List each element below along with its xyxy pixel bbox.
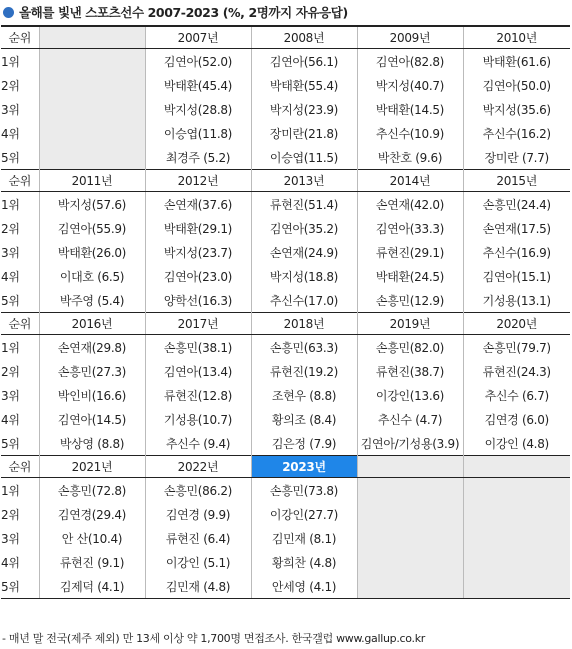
table-row [1,121,570,145]
player-cell: 손연재(29.8) [39,335,145,360]
table-row [1,97,570,121]
player-cell [463,478,570,503]
year-header-row [1,456,570,478]
player-cell: 박태환(24.5) [357,264,463,288]
year-header [463,456,570,478]
table-row [1,335,570,360]
player-cell: 김연경 (9.9) [145,502,251,526]
player-cell: 김민재 (4.8) [145,574,251,599]
player-cell: 이강인 (5.1) [145,550,251,574]
player-cell: 박태환(45.4) [145,73,251,97]
year-header-row [1,170,570,192]
player-cell: 이승엽(11.8) [145,121,251,145]
player-cell: 박지성(40.7) [357,73,463,97]
player-cell: 김연아(23.0) [145,264,251,288]
rank-label: 3위 [1,97,39,121]
player-cell: 류현진(51.4) [251,192,357,217]
player-cell: 박주영 (5.4) [39,288,145,313]
rank-label: 1위 [1,335,39,360]
player-cell: 김연경 (6.0) [484,412,549,427]
player-cell: 손흥민(73.8) [251,478,357,503]
player-cell: 김연아(55.9) [39,216,145,240]
year-header: 2010년 [463,26,570,49]
player-cell: 이승엽(11.5) [251,145,357,170]
player-cell: 박지성(35.6) [482,102,551,117]
player-cell [463,574,570,599]
player-cell [357,526,463,550]
rank-label: 3위 [1,526,39,550]
year-header: 2015년 [463,170,570,192]
player-cell: 손흥민(72.8) [39,478,145,503]
year-header: 2016년 [39,313,145,335]
player-cell: 김연아(15.1) [482,269,551,284]
player-cell: 손흥민(27.3) [39,359,145,383]
table-row [1,145,570,170]
player-cell: 김연아(14.5) [39,407,145,431]
player-cell [357,502,463,526]
player-cell [357,550,463,574]
rank-label: 1위 [1,478,39,503]
player-cell: 김연아/기성용(3.9) [357,431,463,456]
player-cell: 박태환(29.1) [145,216,251,240]
rank-label: 2위 [1,359,39,383]
rank-label: 5위 [1,288,39,313]
player-cell [463,502,570,526]
year-header [357,456,463,478]
rank-header: 순위 [1,170,39,192]
player-cell: 이강인(13.6) [357,383,463,407]
player-cell: 박태환(14.5) [357,97,463,121]
rank-label: 2위 [1,502,39,526]
player-cell: 박지성(23.7) [145,240,251,264]
table-row [1,526,570,550]
rank-header: 순위 [1,456,39,478]
player-cell: 김연아(52.0) [145,49,251,74]
table-row [1,73,570,97]
table-row [1,407,570,431]
player-cell: 류현진 (9.1) [39,550,145,574]
year-header: 2023년 [251,456,357,478]
rank-label: 5위 [1,431,39,456]
rank-label: 1위 [1,49,39,74]
year-header: 2007년 [145,26,251,49]
table-row [1,288,570,313]
player-cell: 추신수 (9.4) [145,431,251,456]
player-cell: 박태환(61.6) [482,54,551,69]
player-cell: 박지성(57.6) [39,192,145,217]
player-cell: 류현진(29.1) [357,240,463,264]
rank-label: 4위 [1,407,39,431]
player-cell: 안세영 (4.1) [251,574,357,599]
player-cell: 김연아(56.1) [251,49,357,74]
player-cell: 김연아(82.8) [357,49,463,74]
rank-label: 3위 [1,383,39,407]
player-cell: 손연재(42.0) [357,192,463,217]
ranking-table [1,25,570,599]
player-cell: 이강인 (4.8) [484,436,549,451]
year-header-row [1,313,570,335]
table-row [1,49,570,74]
rank-label: 4위 [1,550,39,574]
player-cell: 기성용(13.1) [482,293,551,308]
player-cell [357,478,463,503]
player-cell: 김연아(35.2) [251,216,357,240]
rank-header: 순위 [1,313,39,335]
footnote: - 매년 말 전국(제주 제외) 만 13세 이상 약 1,700명 면접조사. 한국갤럽 www.gallup.co.kr [2,632,426,645]
player-cell: 손흥민(12.9) [357,288,463,313]
player-cell: 손흥민(38.1) [145,335,251,360]
player-cell: 손연재(24.9) [251,240,357,264]
rank-label: 5위 [1,574,39,599]
year-header: 2008년 [251,26,357,49]
player-cell [39,49,145,74]
player-cell: 김은정 (7.9) [251,431,357,456]
table-row [1,359,570,383]
player-cell: 류현진(38.7) [357,359,463,383]
player-cell: 추신수(16.2) [482,126,551,141]
player-cell [39,121,145,145]
table-row [1,192,570,217]
year-header: 2022년 [145,456,251,478]
player-cell: 황의조 (8.4) [251,407,357,431]
year-header: 2014년 [357,170,463,192]
table-row [1,383,570,407]
rank-header: 순위 [1,26,39,49]
player-cell: 박지성(28.8) [145,97,251,121]
player-cell: 손흥민(82.0) [357,335,463,360]
player-cell: 손흥민(86.2) [145,478,251,503]
player-cell: 류현진 (6.4) [145,526,251,550]
table-row [1,431,570,456]
player-cell: 조현우 (8.8) [251,383,357,407]
table-row [1,240,570,264]
table-row [1,264,570,288]
bullet-circle-icon [3,7,14,18]
rank-label: 3위 [1,240,39,264]
year-header-row [1,26,570,49]
rank-label: 4위 [1,264,39,288]
player-cell: 박찬호 (9.6) [357,145,463,170]
rank-label: 5위 [1,145,39,170]
year-header: 2009년 [357,26,463,49]
player-cell [39,145,145,170]
player-cell: 기성용(10.7) [145,407,251,431]
player-cell [463,550,570,574]
player-cell [39,73,145,97]
player-cell: 박태환(55.4) [251,73,357,97]
player-cell: 박상영 (8.8) [39,431,145,456]
rank-label: 2위 [1,73,39,97]
player-cell [39,97,145,121]
player-cell: 김연아(13.4) [145,359,251,383]
table-row [1,550,570,574]
year-header: 2013년 [251,170,357,192]
player-cell: 손흥민(24.4) [482,197,551,212]
player-cell: 추신수(10.9) [357,121,463,145]
player-cell: 안 산(10.4) [39,526,145,550]
year-header [39,26,145,49]
player-cell: 손흥민(63.3) [251,335,357,360]
player-cell: 이대호 (6.5) [39,264,145,288]
player-cell: 손연재(17.5) [482,221,551,236]
player-cell: 박지성(18.8) [251,264,357,288]
player-cell: 김연경(29.4) [39,502,145,526]
table-row [1,216,570,240]
table-row [1,502,570,526]
rank-label: 4위 [1,121,39,145]
player-cell: 김연아(50.0) [482,78,551,93]
rank-label: 2위 [1,216,39,240]
player-cell [357,574,463,599]
table-row [1,478,570,503]
player-cell: 류현진(19.2) [251,359,357,383]
year-header: 2012년 [145,170,251,192]
rank-label: 1위 [1,192,39,217]
player-cell: 추신수(17.0) [251,288,357,313]
player-cell: 이강인(27.7) [251,502,357,526]
player-cell: 추신수 (4.7) [357,407,463,431]
player-cell: 김연아(33.3) [357,216,463,240]
player-cell: 김제덕 (4.1) [39,574,145,599]
table-row [1,574,570,599]
title-bar [2,2,348,22]
player-cell: 김민재 (8.1) [251,526,357,550]
year-header: 2019년 [357,313,463,335]
player-cell: 류현진(24.3) [482,364,551,379]
year-header: 2021년 [39,456,145,478]
player-cell: 추신수 (6.7) [484,388,549,403]
player-cell: 장미란 (7.7) [484,150,549,165]
year-header: 2017년 [145,313,251,335]
player-cell: 황희찬 (4.8) [251,550,357,574]
player-cell: 손흥민(79.7) [482,340,551,355]
year-header: 2018년 [251,313,357,335]
year-header: 2011년 [39,170,145,192]
player-cell: 손연재(37.6) [145,192,251,217]
player-cell: 류현진(12.8) [145,383,251,407]
year-header: 2020년 [463,313,570,335]
player-cell: 최경주 (5.2) [145,145,251,170]
player-cell: 양학선(16.3) [145,288,251,313]
player-cell [463,526,570,550]
player-cell: 박지성(23.9) [251,97,357,121]
page-title: 올해를 빛낸 스포츠선수 2007-2023 (%, 2명까지 자유응답) [19,5,348,20]
player-cell: 추신수(16.9) [482,245,551,260]
player-cell: 박태환(26.0) [39,240,145,264]
player-cell: 박인비(16.6) [39,383,145,407]
player-cell: 장미란(21.8) [251,121,357,145]
